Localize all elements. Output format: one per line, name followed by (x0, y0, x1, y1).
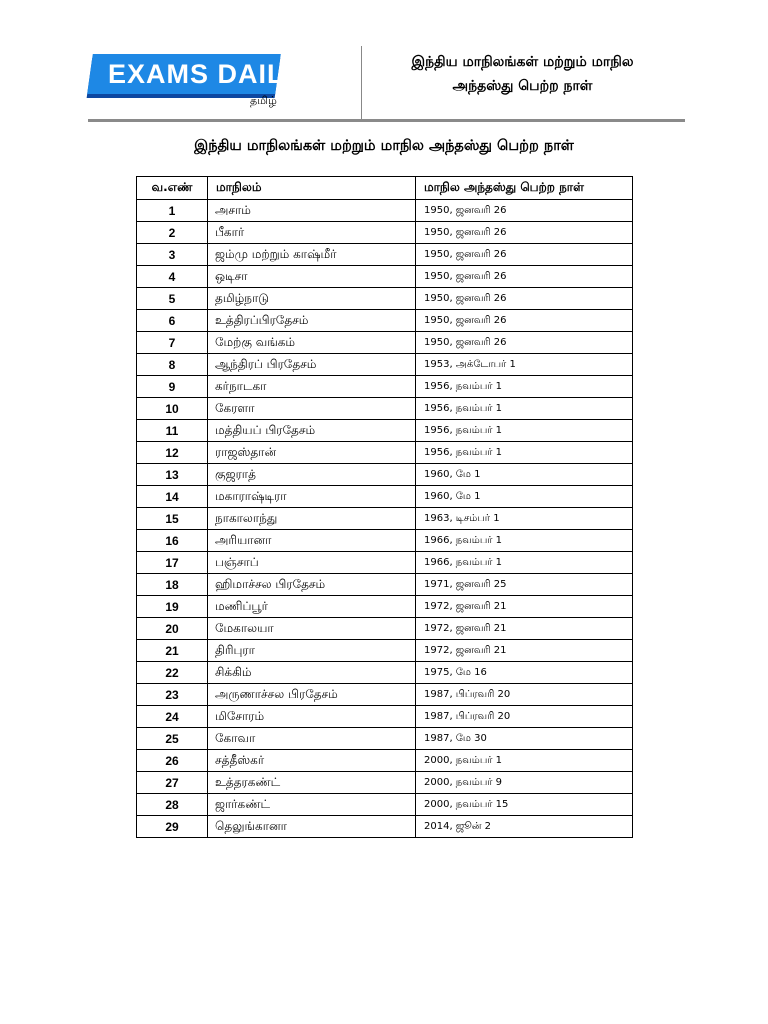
table-row (137, 266, 633, 288)
logo-subtitle: தமிழ் (250, 94, 277, 107)
row-serial: 19 (137, 596, 208, 618)
table-row (137, 618, 633, 640)
table-row (137, 508, 633, 530)
row-date: 1960, மே 1 (416, 486, 633, 508)
row-state: மகாராஷ்டிரா (208, 486, 416, 508)
row-state: ராஜஸ்தான் (208, 442, 416, 464)
row-serial: 9 (137, 376, 208, 398)
row-date: 1987, பிப்ரவரி 20 (416, 684, 633, 706)
table-row (137, 332, 633, 354)
row-state: ஒடிசா (208, 266, 416, 288)
table-row (137, 552, 633, 574)
row-date: 1971, ஜனவரி 25 (416, 574, 633, 596)
states-table (136, 176, 633, 838)
table-row (137, 376, 633, 398)
row-date: 1963, டிசம்பர் 1 (416, 508, 633, 530)
header-title-line1: இந்திய மாநிலங்கள் மற்றும் மாநில (411, 54, 634, 70)
table-row (137, 464, 633, 486)
row-state: சத்தீஸ்கர் (208, 750, 416, 772)
table-row (137, 442, 633, 464)
table-row (137, 420, 633, 442)
row-date: 1953, அக்டோபர் 1 (416, 354, 633, 376)
table-row (137, 200, 633, 222)
row-serial: 5 (137, 288, 208, 310)
row-serial: 10 (137, 398, 208, 420)
row-state: ஹிமாச்சல பிரதேசம் (208, 574, 416, 596)
row-date: 1987, பிப்ரவரி 20 (416, 706, 633, 728)
row-state: மேகாலயா (208, 618, 416, 640)
header-title (370, 50, 675, 98)
row-state: அரியானா (208, 530, 416, 552)
header-serial: வ.எண் (137, 177, 208, 200)
row-serial: 22 (137, 662, 208, 684)
row-state: திரிபுரா (208, 640, 416, 662)
table-header-row (137, 177, 633, 200)
row-serial: 29 (137, 816, 208, 838)
row-date: 1975, மே 16 (416, 662, 633, 684)
row-state: நாகாலாந்து (208, 508, 416, 530)
table-row (137, 288, 633, 310)
header-divider-vertical (361, 46, 362, 119)
row-serial: 16 (137, 530, 208, 552)
header-state: மாநிலம் (208, 177, 416, 200)
table-row (137, 816, 633, 838)
row-serial: 28 (137, 794, 208, 816)
row-serial: 4 (137, 266, 208, 288)
row-state: மணிப்பூர் (208, 596, 416, 618)
row-serial: 21 (137, 640, 208, 662)
row-date: 1950, ஜனவரி 26 (416, 222, 633, 244)
row-serial: 12 (137, 442, 208, 464)
row-serial: 26 (137, 750, 208, 772)
header-date: மாநில அந்தஸ்து பெற்ற நாள் (416, 177, 633, 200)
row-serial: 8 (137, 354, 208, 376)
exams-daily-logo (90, 48, 302, 110)
page-header (0, 0, 768, 122)
row-date: 1950, ஜனவரி 26 (416, 200, 633, 222)
row-state: ஆந்திரப் பிரதேசம் (208, 354, 416, 376)
row-state: உத்தரகண்ட் (208, 772, 416, 794)
row-state: அருணாச்சல பிரதேசம் (208, 684, 416, 706)
row-serial: 17 (137, 552, 208, 574)
row-state: கர்நாடகா (208, 376, 416, 398)
row-date: 2014, ஜூன் 2 (416, 816, 633, 838)
row-date: 1950, ஜனவரி 26 (416, 288, 633, 310)
row-date: 1956, நவம்பர் 1 (416, 376, 633, 398)
table-row (137, 222, 633, 244)
table-row (137, 398, 633, 420)
table-row (137, 596, 633, 618)
row-state: தெலுங்கானா (208, 816, 416, 838)
row-date: 1956, நவம்பர் 1 (416, 398, 633, 420)
table-row (137, 310, 633, 332)
row-serial: 18 (137, 574, 208, 596)
row-date: 1987, மே 30 (416, 728, 633, 750)
row-date: 1966, நவம்பர் 1 (416, 552, 633, 574)
header-title-line2: அந்தஸ்து பெற்ற நாள் (452, 78, 593, 94)
row-date: 1950, ஜனவரி 26 (416, 266, 633, 288)
table-body (137, 200, 633, 838)
row-date: 1966, நவம்பர் 1 (416, 530, 633, 552)
row-date: 1956, நவம்பர் 1 (416, 442, 633, 464)
table-row (137, 772, 633, 794)
row-state: ஜார்கண்ட் (208, 794, 416, 816)
header-divider-horizontal (88, 119, 685, 122)
row-date: 1950, ஜனவரி 26 (416, 244, 633, 266)
row-serial: 15 (137, 508, 208, 530)
table-row (137, 706, 633, 728)
row-serial: 2 (137, 222, 208, 244)
row-state: சிக்கிம் (208, 662, 416, 684)
row-state: ஜம்மு மற்றும் காஷ்மீர் (208, 244, 416, 266)
row-date: 1972, ஜனவரி 21 (416, 618, 633, 640)
row-date: 1972, ஜனவரி 21 (416, 640, 633, 662)
row-date: 1956, நவம்பர் 1 (416, 420, 633, 442)
row-state: உத்திரப்பிரதேசம் (208, 310, 416, 332)
row-state: அசாம் (208, 200, 416, 222)
row-serial: 7 (137, 332, 208, 354)
row-state: கோவா (208, 728, 416, 750)
table-row (137, 662, 633, 684)
row-date: 2000, நவம்பர் 15 (416, 794, 633, 816)
row-date: 1950, ஜனவரி 26 (416, 310, 633, 332)
row-date: 1972, ஜனவரி 21 (416, 596, 633, 618)
row-serial: 27 (137, 772, 208, 794)
row-state: கேரளா (208, 398, 416, 420)
row-date: 1950, ஜனவரி 26 (416, 332, 633, 354)
row-serial: 11 (137, 420, 208, 442)
row-serial: 20 (137, 618, 208, 640)
row-state: பீகார் (208, 222, 416, 244)
row-serial: 24 (137, 706, 208, 728)
table-row (137, 750, 633, 772)
row-state: தமிழ்நாடு (208, 288, 416, 310)
document-title: இந்திய மாநிலங்கள் மற்றும் மாநில அந்தஸ்து பெற்ற நாள் (194, 138, 574, 154)
row-serial: 13 (137, 464, 208, 486)
table-row (137, 530, 633, 552)
table-row (137, 244, 633, 266)
row-date: 2000, நவம்பர் 9 (416, 772, 633, 794)
row-serial: 25 (137, 728, 208, 750)
table-row (137, 794, 633, 816)
row-date: 2000, நவம்பர் 1 (416, 750, 633, 772)
row-date: 1960, மே 1 (416, 464, 633, 486)
table-row (137, 640, 633, 662)
row-serial: 6 (137, 310, 208, 332)
row-state: பஞ்சாப் (208, 552, 416, 574)
row-state: குஜராத் (208, 464, 416, 486)
row-state: மிசோரம் (208, 706, 416, 728)
row-serial: 23 (137, 684, 208, 706)
table-row (137, 486, 633, 508)
table-row (137, 728, 633, 750)
logo-text: EXAMS DAILY (108, 59, 302, 89)
row-serial: 3 (137, 244, 208, 266)
row-state: மத்தியப் பிரதேசம் (208, 420, 416, 442)
table-row (137, 684, 633, 706)
row-state: மேற்கு வங்கம் (208, 332, 416, 354)
table-row (137, 354, 633, 376)
row-serial: 1 (137, 200, 208, 222)
table-row (137, 574, 633, 596)
row-serial: 14 (137, 486, 208, 508)
